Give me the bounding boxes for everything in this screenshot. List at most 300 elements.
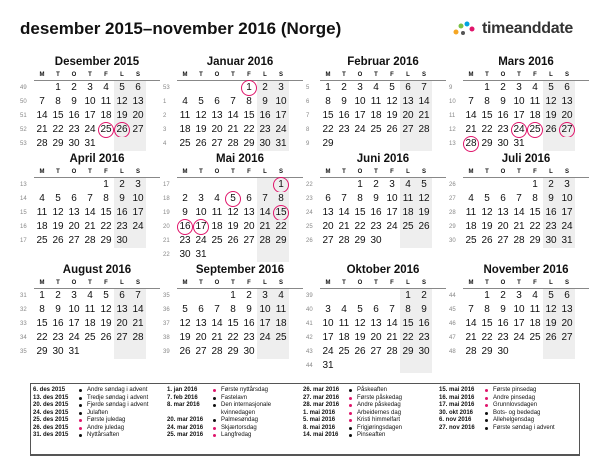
day-cell[interactable]: 25	[211, 235, 223, 246]
day-cell[interactable]: 20	[243, 221, 255, 232]
day-cell[interactable]: 28	[513, 235, 525, 246]
day-cell[interactable]: 23	[243, 332, 255, 343]
day-cell[interactable]: 26	[543, 331, 559, 345]
day-cell[interactable]: 8	[532, 193, 538, 204]
day-cell[interactable]: 15	[481, 318, 493, 329]
day-cell[interactable]: 19	[386, 110, 398, 121]
day-cell[interactable]: 11	[529, 96, 541, 107]
day-cell[interactable]: 10	[559, 192, 575, 206]
day-cell[interactable]: 1	[484, 290, 490, 301]
day-cell[interactable]: 18	[400, 206, 416, 220]
day-cell[interactable]: 5	[484, 193, 490, 204]
day-cell[interactable]: 7	[214, 304, 220, 315]
day-cell[interactable]: 2	[71, 82, 77, 93]
day-cell[interactable]: 17	[68, 318, 80, 329]
day-cell[interactable]: 20	[130, 109, 146, 123]
day-cell[interactable]: 14	[338, 207, 350, 218]
day-cell[interactable]: 11	[179, 110, 191, 121]
day-cell[interactable]: 12	[195, 110, 207, 121]
day-cell[interactable]: 29	[36, 346, 48, 357]
day-cell[interactable]: 27	[243, 235, 255, 246]
day-cell[interactable]: 10	[68, 304, 80, 315]
day-cell[interactable]: 20	[211, 124, 223, 135]
day-cell[interactable]: 22	[100, 221, 112, 232]
day-cell[interactable]: 30	[543, 234, 559, 248]
day-cell[interactable]: 23	[114, 220, 130, 234]
day-cell[interactable]: 12	[354, 318, 366, 329]
day-cell[interactable]: 4	[87, 290, 93, 301]
day-cell[interactable]: 18	[36, 221, 48, 232]
day-cell[interactable]: 29	[481, 346, 493, 357]
day-cell[interactable]: 8	[357, 193, 363, 204]
day-cell[interactable]: 1	[400, 289, 416, 303]
day-cell[interactable]: 3	[357, 82, 363, 93]
day-cell[interactable]: 15	[481, 110, 493, 121]
day-cell[interactable]: 8	[246, 96, 252, 107]
day-cell[interactable]: 1	[325, 82, 331, 93]
day-cell[interactable]: 14	[416, 95, 432, 109]
day-cell[interactable]: 25	[529, 332, 541, 343]
day-cell[interactable]: 15	[322, 110, 334, 121]
holiday-day-cell[interactable]: 1	[241, 81, 257, 95]
day-cell[interactable]: 22	[481, 124, 493, 135]
day-cell[interactable]: 23	[497, 332, 509, 343]
day-cell[interactable]: 22	[322, 124, 334, 135]
day-cell[interactable]: 2	[182, 193, 188, 204]
day-cell[interactable]: 7	[257, 192, 273, 206]
day-cell[interactable]: 2	[55, 290, 61, 301]
day-cell[interactable]: 16	[497, 110, 509, 121]
day-cell[interactable]: 17	[257, 317, 273, 331]
day-cell[interactable]: 2	[500, 290, 506, 301]
day-cell[interactable]: 23	[543, 220, 559, 234]
day-cell[interactable]: 8	[39, 304, 45, 315]
day-cell[interactable]: 28	[227, 138, 239, 149]
day-cell[interactable]: 10	[513, 96, 525, 107]
day-cell[interactable]: 13	[211, 110, 223, 121]
day-cell[interactable]: 20	[559, 109, 575, 123]
day-cell[interactable]: 6	[559, 289, 575, 303]
day-cell[interactable]: 22	[227, 332, 239, 343]
day-cell[interactable]: 19	[416, 206, 432, 220]
day-cell[interactable]: 25	[370, 124, 382, 135]
day-cell[interactable]: 5	[114, 81, 130, 95]
day-cell[interactable]: 20	[559, 317, 575, 331]
day-cell[interactable]: 24	[84, 124, 96, 135]
holiday-day-cell[interactable]: 5	[225, 192, 241, 206]
day-cell[interactable]: 27	[400, 123, 416, 137]
day-cell[interactable]: 9	[543, 192, 559, 206]
day-cell[interactable]: 31	[273, 137, 289, 151]
day-cell[interactable]: 5	[182, 304, 188, 315]
day-cell[interactable]: 10	[195, 207, 207, 218]
day-cell[interactable]: 27	[559, 331, 575, 345]
day-cell[interactable]: 15	[243, 110, 255, 121]
day-cell[interactable]: 5	[103, 290, 109, 301]
day-cell[interactable]: 10	[273, 95, 289, 109]
day-cell[interactable]: 14	[386, 318, 398, 329]
day-cell[interactable]: 24	[354, 124, 366, 135]
day-cell[interactable]: 11	[370, 96, 382, 107]
day-cell[interactable]: 22	[273, 220, 289, 234]
day-cell[interactable]: 29	[227, 346, 239, 357]
day-cell[interactable]: 2	[114, 178, 130, 192]
day-cell[interactable]: 28	[36, 138, 48, 149]
day-cell[interactable]: 18	[465, 221, 477, 232]
holiday-day-cell[interactable]: 1	[273, 178, 289, 192]
day-cell[interactable]: 21	[465, 124, 477, 135]
day-cell[interactable]: 3	[71, 290, 77, 301]
day-cell[interactable]: 18	[84, 318, 96, 329]
day-cell[interactable]: 21	[130, 317, 146, 331]
day-cell[interactable]: 14	[211, 318, 223, 329]
day-cell[interactable]: 4	[532, 290, 538, 301]
day-cell[interactable]: 24	[257, 331, 273, 345]
day-cell[interactable]: 29	[52, 138, 64, 149]
day-cell[interactable]: 5	[55, 193, 61, 204]
day-cell[interactable]: 4	[273, 289, 289, 303]
day-cell[interactable]: 14	[465, 318, 477, 329]
day-cell[interactable]: 13	[322, 207, 334, 218]
day-cell[interactable]: 13	[559, 95, 575, 109]
day-cell[interactable]: 3	[273, 81, 289, 95]
day-cell[interactable]: 29	[322, 138, 334, 149]
day-cell[interactable]: 2	[373, 179, 379, 190]
day-cell[interactable]: 16	[257, 109, 273, 123]
day-cell[interactable]: 24	[273, 123, 289, 137]
day-cell[interactable]: 29	[273, 234, 289, 248]
day-cell[interactable]: 28	[211, 346, 223, 357]
holiday-day-cell[interactable]: 25	[98, 123, 114, 137]
day-cell[interactable]: 2	[416, 289, 432, 303]
day-cell[interactable]: 7	[516, 193, 522, 204]
day-cell[interactable]: 12	[227, 207, 239, 218]
day-cell[interactable]: 23	[257, 123, 273, 137]
day-cell[interactable]: 3	[516, 82, 522, 93]
day-cell[interactable]: 8	[325, 96, 331, 107]
day-cell[interactable]: 13	[114, 303, 130, 317]
holiday-day-cell[interactable]: 26	[114, 123, 130, 137]
day-cell[interactable]: 9	[373, 193, 379, 204]
day-cell[interactable]: 4	[373, 82, 379, 93]
day-cell[interactable]: 19	[195, 124, 207, 135]
day-cell[interactable]: 5	[543, 289, 559, 303]
day-cell[interactable]: 3	[257, 289, 273, 303]
day-cell[interactable]: 7	[416, 81, 432, 95]
day-cell[interactable]: 13	[370, 318, 382, 329]
day-cell[interactable]: 13	[400, 95, 416, 109]
day-cell[interactable]: 30	[497, 138, 509, 149]
holiday-day-cell[interactable]: 28	[463, 137, 479, 151]
day-cell[interactable]: 16	[370, 207, 382, 218]
day-cell[interactable]: 4	[182, 96, 188, 107]
day-cell[interactable]: 30	[257, 137, 273, 151]
day-cell[interactable]: 24	[195, 235, 207, 246]
day-cell[interactable]: 11	[400, 192, 416, 206]
day-cell[interactable]: 8	[484, 304, 490, 315]
day-cell[interactable]: 22	[400, 331, 416, 345]
day-cell[interactable]: 4	[103, 82, 109, 93]
day-cell[interactable]: 26	[195, 138, 207, 149]
day-cell[interactable]: 25	[400, 220, 416, 234]
day-cell[interactable]: 19	[227, 221, 239, 232]
day-cell[interactable]: 18	[211, 221, 223, 232]
holiday-day-cell[interactable]: 25	[527, 123, 543, 137]
day-cell[interactable]: 13	[497, 207, 509, 218]
day-cell[interactable]: 9	[416, 303, 432, 317]
day-cell[interactable]: 3	[325, 304, 331, 315]
holiday-day-cell[interactable]: 27	[559, 123, 575, 137]
day-cell[interactable]: 19	[481, 221, 493, 232]
day-cell[interactable]: 15	[400, 317, 416, 331]
day-cell[interactable]: 30	[243, 346, 255, 357]
day-cell[interactable]: 21	[465, 332, 477, 343]
day-cell[interactable]: 22	[36, 332, 48, 343]
day-cell[interactable]: 19	[543, 317, 559, 331]
day-cell[interactable]: 23	[52, 332, 64, 343]
day-cell[interactable]: 29	[243, 138, 255, 149]
day-cell[interactable]: 7	[468, 304, 474, 315]
day-cell[interactable]: 21	[257, 220, 273, 234]
day-cell[interactable]: 15	[52, 110, 64, 121]
holiday-day-cell[interactable]: 24	[511, 123, 527, 137]
day-cell[interactable]: 14	[36, 110, 48, 121]
day-cell[interactable]: 28	[338, 235, 350, 246]
day-cell[interactable]: 14	[84, 207, 96, 218]
day-cell[interactable]: 26	[481, 235, 493, 246]
day-cell[interactable]: 16	[243, 318, 255, 329]
day-cell[interactable]: 4	[532, 82, 538, 93]
day-cell[interactable]: 27	[370, 346, 382, 357]
day-cell[interactable]: 6	[559, 81, 575, 95]
day-cell[interactable]: 9	[341, 96, 347, 107]
day-cell[interactable]: 17	[130, 206, 146, 220]
day-cell[interactable]: 5	[389, 82, 395, 93]
day-cell[interactable]: 27	[211, 138, 223, 149]
day-cell[interactable]: 26	[227, 235, 239, 246]
day-cell[interactable]: 30	[52, 346, 64, 357]
day-cell[interactable]: 1	[39, 290, 45, 301]
day-cell[interactable]: 30	[416, 345, 432, 359]
day-cell[interactable]: 9	[71, 96, 77, 107]
day-cell[interactable]: 9	[500, 96, 506, 107]
day-cell[interactable]: 28	[257, 234, 273, 248]
day-cell[interactable]: 27	[114, 331, 130, 345]
day-cell[interactable]: 6	[400, 81, 416, 95]
holiday-day-cell[interactable]: 16	[177, 220, 193, 234]
day-cell[interactable]: 14	[227, 110, 239, 121]
holiday-day-cell[interactable]: 15	[273, 206, 289, 220]
day-cell[interactable]: 23	[497, 124, 509, 135]
day-cell[interactable]: 25	[179, 138, 191, 149]
day-cell[interactable]: 22	[481, 332, 493, 343]
day-cell[interactable]: 17	[354, 110, 366, 121]
day-cell[interactable]: 14	[257, 206, 273, 220]
day-cell[interactable]: 20	[195, 332, 207, 343]
day-cell[interactable]: 18	[179, 124, 191, 135]
day-cell[interactable]: 16	[497, 318, 509, 329]
day-cell[interactable]: 28	[84, 235, 96, 246]
day-cell[interactable]: 30	[68, 138, 80, 149]
day-cell[interactable]: 4	[341, 304, 347, 315]
day-cell[interactable]: 1	[230, 290, 236, 301]
day-cell[interactable]: 23	[370, 221, 382, 232]
day-cell[interactable]: 10	[84, 96, 96, 107]
holiday-day-cell[interactable]: 17	[193, 220, 209, 234]
day-cell[interactable]: 28	[416, 123, 432, 137]
day-cell[interactable]: 9	[246, 304, 252, 315]
day-cell[interactable]: 6	[214, 96, 220, 107]
day-cell[interactable]: 14	[130, 303, 146, 317]
day-cell[interactable]: 7	[39, 96, 45, 107]
day-cell[interactable]: 9	[182, 207, 188, 218]
day-cell[interactable]: 2	[246, 290, 252, 301]
day-cell[interactable]: 24	[513, 332, 525, 343]
day-cell[interactable]: 29	[529, 235, 541, 246]
day-cell[interactable]: 15	[529, 207, 541, 218]
day-cell[interactable]: 25	[84, 332, 96, 343]
day-cell[interactable]: 16	[52, 318, 64, 329]
day-cell[interactable]: 11	[84, 304, 96, 315]
day-cell[interactable]: 12	[481, 207, 493, 218]
day-cell[interactable]: 29	[481, 138, 493, 149]
day-cell[interactable]: 6	[500, 193, 506, 204]
day-cell[interactable]: 5	[198, 96, 204, 107]
day-cell[interactable]: 10	[354, 96, 366, 107]
day-cell[interactable]: 24	[322, 346, 334, 357]
day-cell[interactable]: 2	[257, 81, 273, 95]
day-cell[interactable]: 4	[39, 193, 45, 204]
day-cell[interactable]: 6	[130, 81, 146, 95]
day-cell[interactable]: 16	[416, 317, 432, 331]
day-cell[interactable]: 17	[84, 110, 96, 121]
day-cell[interactable]: 18	[338, 332, 350, 343]
day-cell[interactable]: 3	[389, 179, 395, 190]
day-cell[interactable]: 18	[100, 110, 112, 121]
day-cell[interactable]: 10	[130, 192, 146, 206]
day-cell[interactable]: 21	[84, 221, 96, 232]
day-cell[interactable]: 21	[211, 332, 223, 343]
day-cell[interactable]: 6	[246, 193, 252, 204]
day-cell[interactable]: 20	[370, 332, 382, 343]
day-cell[interactable]: 7	[389, 304, 395, 315]
day-cell[interactable]: 15	[36, 318, 48, 329]
day-cell[interactable]: 2	[500, 82, 506, 93]
day-cell[interactable]: 22	[354, 221, 366, 232]
day-cell[interactable]: 16	[543, 206, 559, 220]
day-cell[interactable]: 25	[338, 346, 350, 357]
day-cell[interactable]: 10	[257, 303, 273, 317]
day-cell[interactable]: 4	[214, 193, 220, 204]
day-cell[interactable]: 19	[52, 221, 64, 232]
day-cell[interactable]: 15	[354, 207, 366, 218]
day-cell[interactable]: 22	[243, 124, 255, 135]
day-cell[interactable]: 6	[114, 289, 130, 303]
day-cell[interactable]: 15	[227, 318, 239, 329]
day-cell[interactable]: 1	[484, 82, 490, 93]
day-cell[interactable]: 17	[386, 207, 398, 218]
day-cell[interactable]: 20	[322, 221, 334, 232]
day-cell[interactable]: 8	[230, 304, 236, 315]
day-cell[interactable]: 8	[55, 96, 61, 107]
day-cell[interactable]: 21	[513, 221, 525, 232]
day-cell[interactable]: 21	[227, 124, 239, 135]
day-cell[interactable]: 8	[273, 192, 289, 206]
day-cell[interactable]: 1	[357, 179, 363, 190]
day-cell[interactable]: 30	[179, 249, 191, 260]
day-cell[interactable]: 21	[386, 332, 398, 343]
day-cell[interactable]: 3	[516, 290, 522, 301]
day-cell[interactable]: 28	[386, 346, 398, 357]
day-cell[interactable]: 16	[114, 206, 130, 220]
day-cell[interactable]: 22	[529, 221, 541, 232]
day-cell[interactable]: 17	[322, 332, 334, 343]
day-cell[interactable]: 12	[416, 192, 432, 206]
day-cell[interactable]: 2	[543, 178, 559, 192]
day-cell[interactable]: 5	[357, 304, 363, 315]
day-cell[interactable]: 7	[87, 193, 93, 204]
day-cell[interactable]: 6	[325, 193, 331, 204]
day-cell[interactable]: 6	[71, 193, 77, 204]
day-cell[interactable]: 27	[322, 235, 334, 246]
day-cell[interactable]: 25	[273, 331, 289, 345]
day-cell[interactable]: 27	[130, 123, 146, 137]
day-cell[interactable]: 24	[130, 220, 146, 234]
day-cell[interactable]: 5	[416, 178, 432, 192]
day-cell[interactable]: 21	[36, 124, 48, 135]
day-cell[interactable]: 4	[400, 178, 416, 192]
timeanddate-logo[interactable]	[452, 20, 573, 38]
day-cell[interactable]: 4	[468, 193, 474, 204]
day-cell[interactable]: 24	[559, 220, 575, 234]
day-cell[interactable]: 12	[52, 207, 64, 218]
day-cell[interactable]: 31	[513, 138, 525, 149]
day-cell[interactable]: 12	[543, 303, 559, 317]
day-cell[interactable]: 27	[68, 235, 80, 246]
day-cell[interactable]: 20	[497, 221, 509, 232]
day-cell[interactable]: 2	[341, 82, 347, 93]
day-cell[interactable]: 8	[484, 96, 490, 107]
day-cell[interactable]: 9	[500, 304, 506, 315]
day-cell[interactable]: 13	[195, 318, 207, 329]
day-cell[interactable]: 7	[468, 96, 474, 107]
day-cell[interactable]: 16	[338, 110, 350, 121]
day-cell[interactable]: 11	[36, 207, 48, 218]
day-cell[interactable]: 14	[513, 207, 525, 218]
day-cell[interactable]: 21	[338, 221, 350, 232]
day-cell[interactable]: 24	[68, 332, 80, 343]
day-cell[interactable]: 23	[68, 124, 80, 135]
day-cell[interactable]: 15	[100, 207, 112, 218]
day-cell[interactable]: 8	[400, 303, 416, 317]
day-cell[interactable]: 26	[386, 124, 398, 135]
day-cell[interactable]: 19	[543, 109, 559, 123]
day-cell[interactable]: 13	[243, 207, 255, 218]
day-cell[interactable]: 26	[354, 346, 366, 357]
day-cell[interactable]: 3	[87, 82, 93, 93]
day-cell[interactable]: 23	[416, 331, 432, 345]
day-cell[interactable]: 8	[103, 193, 109, 204]
day-cell[interactable]: 26	[100, 332, 112, 343]
day-cell[interactable]: 10	[386, 193, 398, 204]
day-cell[interactable]: 31	[559, 234, 575, 248]
day-cell[interactable]: 9	[55, 304, 61, 315]
day-cell[interactable]: 26	[416, 220, 432, 234]
day-cell[interactable]: 30	[114, 234, 130, 248]
day-cell[interactable]: 18	[529, 318, 541, 329]
day-cell[interactable]: 3	[130, 178, 146, 192]
day-cell[interactable]: 22	[52, 124, 64, 135]
